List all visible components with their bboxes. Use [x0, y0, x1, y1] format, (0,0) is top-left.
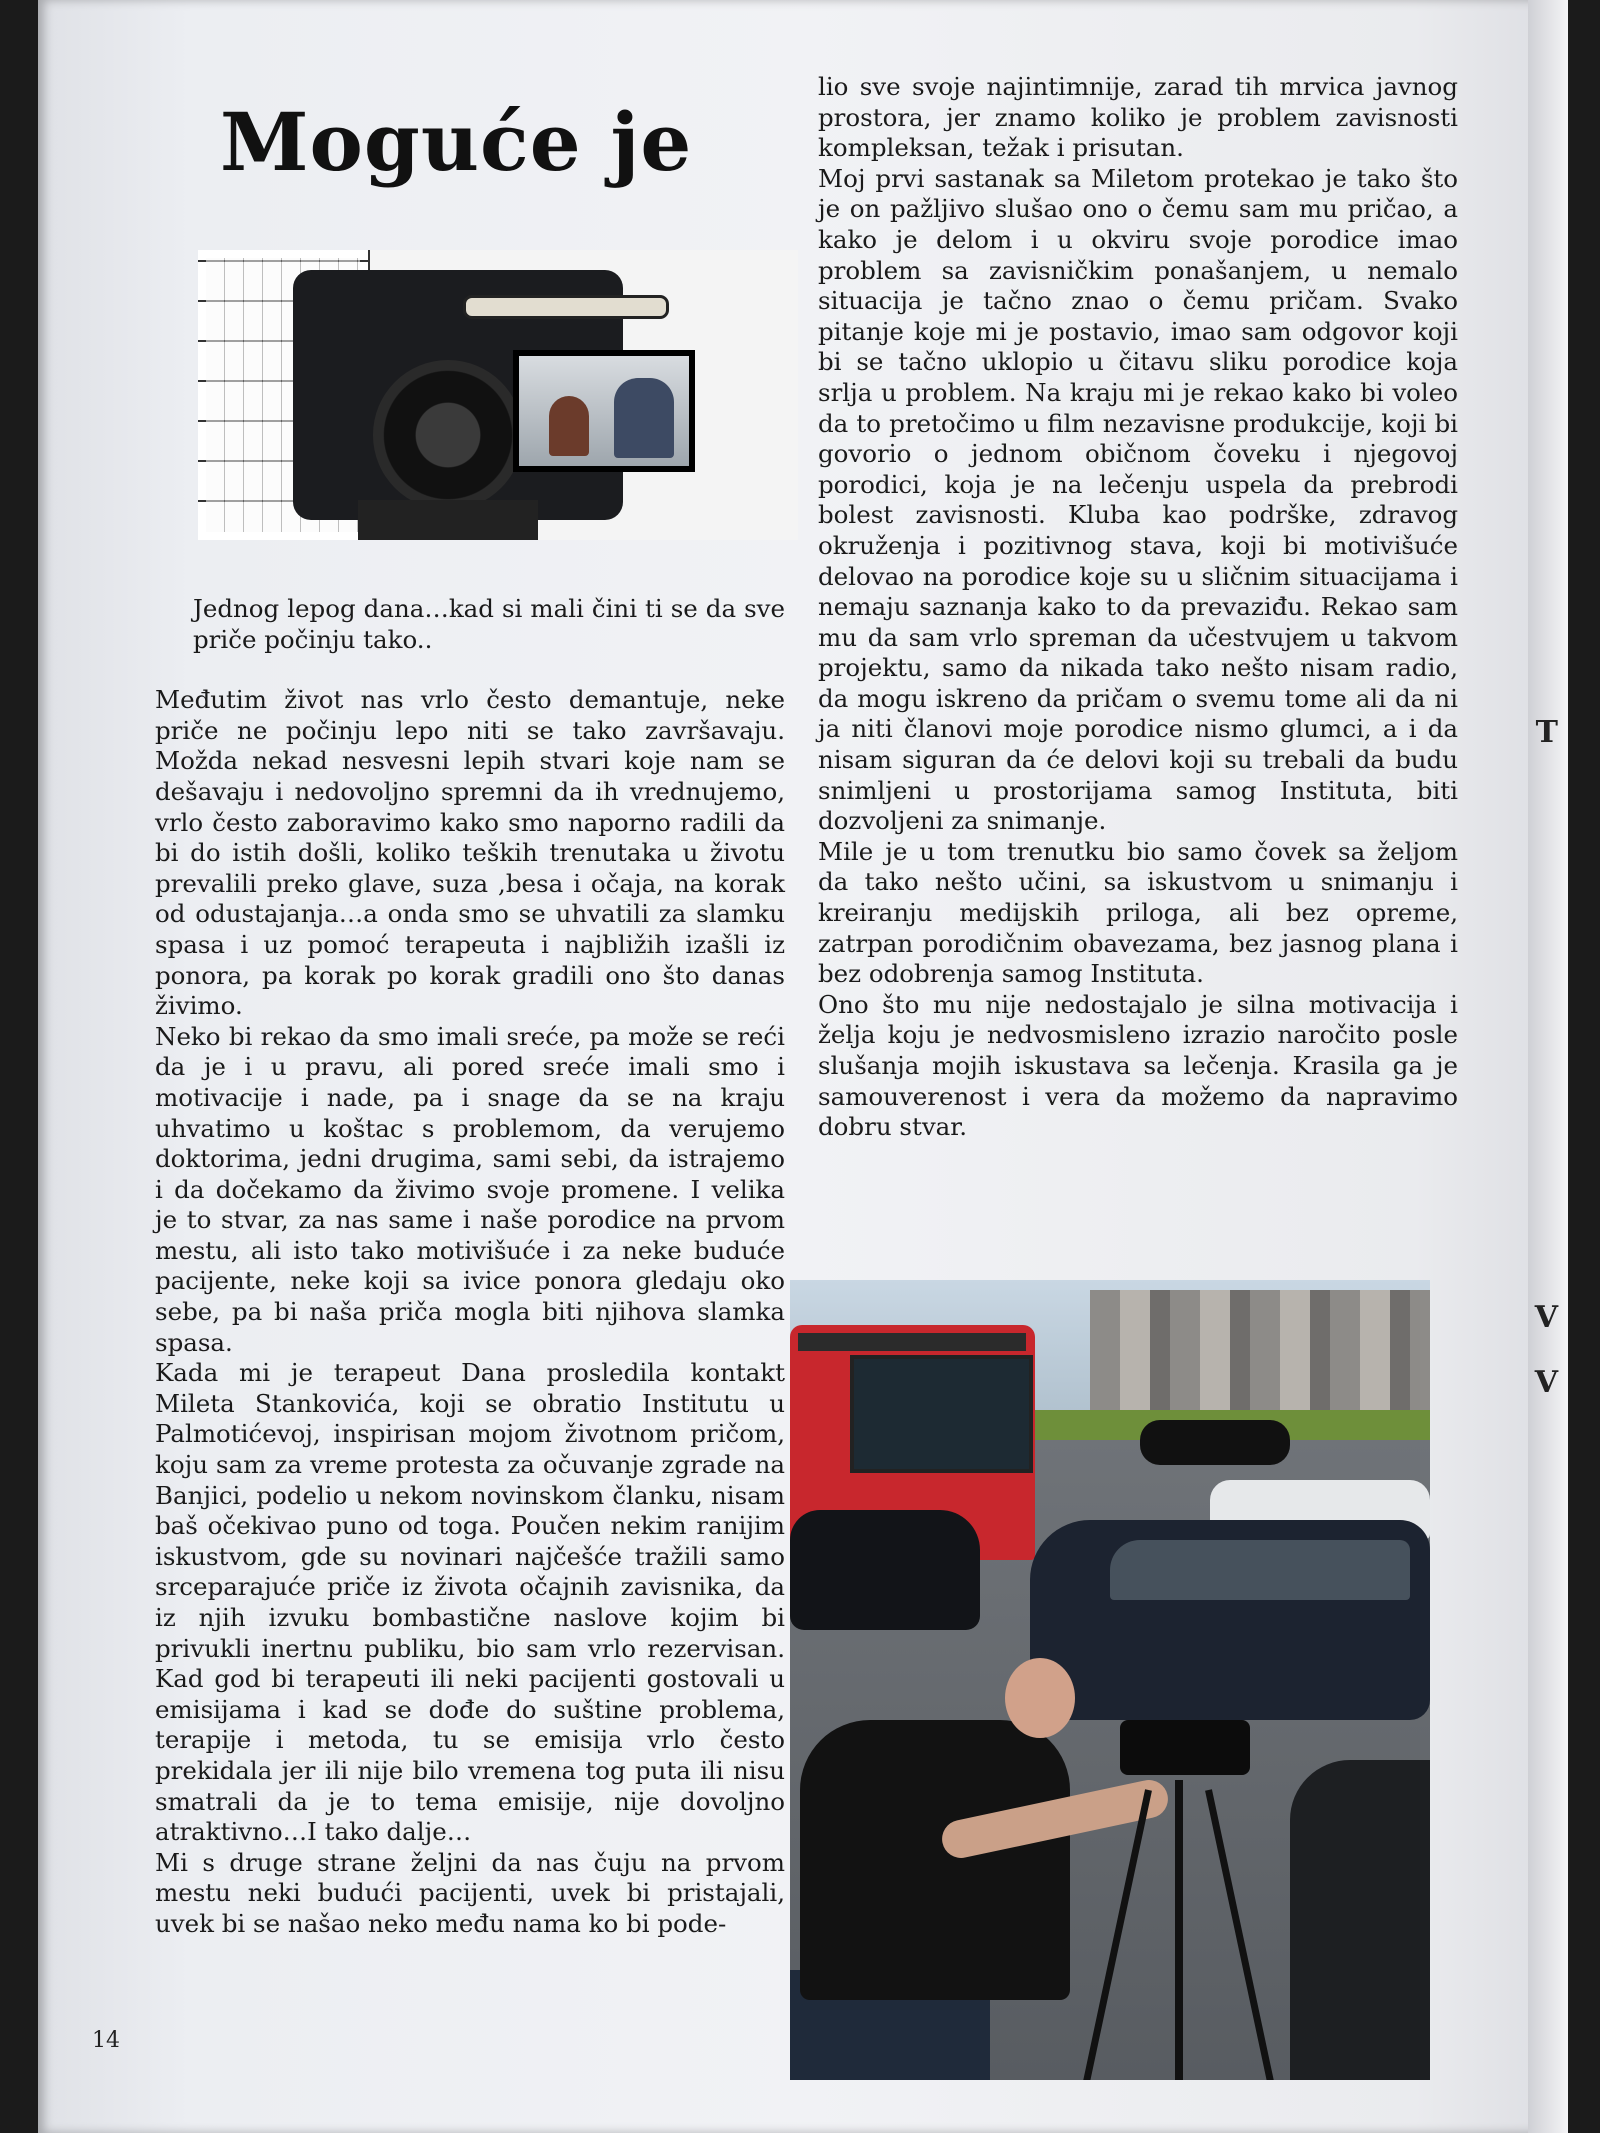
next-page-edge [1528, 0, 1568, 2133]
edge-letter: V [1534, 1300, 1558, 1335]
article-title: Moguće je [220, 95, 693, 189]
paragraph: Ono što mu nije nedostajalo je silna motivacija i želja koju je nedvosmisleno izrazio naročito posle slušanja mojih iskustava sa lečenja. Krasila ga je samouverenost i vera da možemo da napravimo dobru stvar. [818, 989, 1458, 1142]
right-text-column [818, 72, 1458, 1143]
paragraph: Mi s druge strane željni da nas čuju na prvom mestu neki budući pacijenti, uvek bi pristajali, uvek bi se našao neko među nama ko bi pode- [155, 1847, 785, 1938]
street-filming-photo [790, 1280, 1430, 2080]
camera-body [293, 270, 623, 520]
paragraph: Moj prvi sastanak sa Miletom protekao je tako što je on pažljivo slušao ono o čemu sam mu pričao, a kako je delom i u okviru svoje porodice imao problem sa zavisničkim ponašanjem, u nemalo situacija je tačno znao o čemu pričam. Svako pitanje koje mi je postavio, imao sam odgovor koji bi se tačno uklopio u čitavu sliku porodice koja srlja u problem. Na kraju mi je rekao kako bi voleo da to pretočimo u film nezavisne produkcije, koji bi govorio o jednom običnom čoveku i njegovoj porodici, koja je na lečenju uspela da prebrodi bolest zavisnosti. Kluba kao podrške, zdravog okruženja i pozitivnog stava, koji bi motivišuće delovao na porodice koje su u sličnim situacijama i nemaju saznanja kako to da prevaziđu. Rekao sam mu da sam vrlo spreman da učestvujem u takvom projektu, samo da nikada tako nešto nisam radio, da mogu iskreno da pričam o svemu tome ali da ni ja niti članovi moje porodice nismo glumci, a i da nisam siguran da će delovi koji su trebali da budu snimljeni u prostorijama samog Instituta, biti dozvoljeni za snimanje. [818, 163, 1458, 836]
left-text-column [155, 594, 785, 1940]
cameraman [800, 1720, 1070, 2000]
edge-letter: V [1534, 1365, 1558, 1400]
camera-viewfinder-photo [198, 250, 798, 540]
black-car [790, 1510, 980, 1630]
edge-letter: T [1535, 715, 1558, 750]
paragraph: lio sve svoje najintimnije, zarad tih mrvica javnog prostora, jer znamo koliko je problem zavisnosti kompleksan, težak i prisutan. [818, 72, 1458, 163]
paragraph: Međutim život nas vrlo često demantuje, neke priče ne počinju lepo niti se tako završavaju. Možda nekad nesvesni lepih stvari koje nam se dešavaju i nedovoljno spremni da ih vrednujemo, vrlo često zaboravimo kako smo naporno radili da bi do istih došli, koliko teških trenutaka u životu prevalili preko glave, suza ,besa i očaja, na korak od odustajanja…a onda smo se uhvatili za slamku spasa i uz pomoć terapeuta i najbližih izašli iz ponora, pa korak po korak gradili ono što danas živimo. [155, 685, 785, 1021]
paragraph: Kada mi je terapeut Dana prosledila kontakt Mileta Stankovića, koji se obratio Institutu u Palmotićevoj, inspirisan mojom životnom pričom, koju sam za vreme protesta za očuvanje zgrade na Banjici, podelio u nekom novinskom članku, nisam baš očekivao puno od toga. Poučen nekim ranijim iskustvom, gde su novinari najčešće tražili samo srceparajuće priče iz života očajnih zavisnika, da iz njih izvuku bombastične naslove kojim bi privukli inertnu publiku, bio sam vrlo rezervisan. Kad god bi terapeuti ili neki pacijenti gostovali u emisijama i kad se dođe do suštine problema, terapije i metoda, tu se emisija vrlo često prekidala jer ili nije bilo vremena tog puta ili nisu smatrali da je to tema emisije, nije dovoljno atraktivno…I tako dalje… [155, 1358, 785, 1847]
page-number: 14 [92, 2028, 120, 2053]
paragraph: Mile je u tom trenutku bio samo čovek sa željom da tako nešto učini, sa iskustvom u snimanju i kreiranju medijskih priloga, ali bez opreme, zatrpan porodičnim obavezama, bez jasnog plana i bez odobrenja samog Instituta. [818, 836, 1458, 989]
dark-sedan [1030, 1520, 1430, 1720]
video-camera [1120, 1720, 1250, 1775]
buildings [1090, 1290, 1430, 1420]
paragraph: Neko bi rekao da smo imali sreće, pa može se reći da je i u pravu, ali pored sreće imali smo i motivacije i nade, pa i snage da se na kraju uhvatimo u koštac s problemom, da verujemo doktorima, jedni drugima, sami sebi, da istrajemo i da dočekamo da živimo svoje promene. I velika je to stvar, za nas same i naše porodice na prvom mestu, ali isto tako motivišuće i za neke buduće pacijente, neke koji sa ivice ponora gledaju oko sebe, pa bi naša priča mogla biti njihova slamka spasa. [155, 1021, 785, 1357]
intro-paragraph: Jednog lepog dana…kad si mali čini ti se da sve priče počinju tako.. [193, 594, 785, 654]
camera-monitor [513, 350, 695, 472]
